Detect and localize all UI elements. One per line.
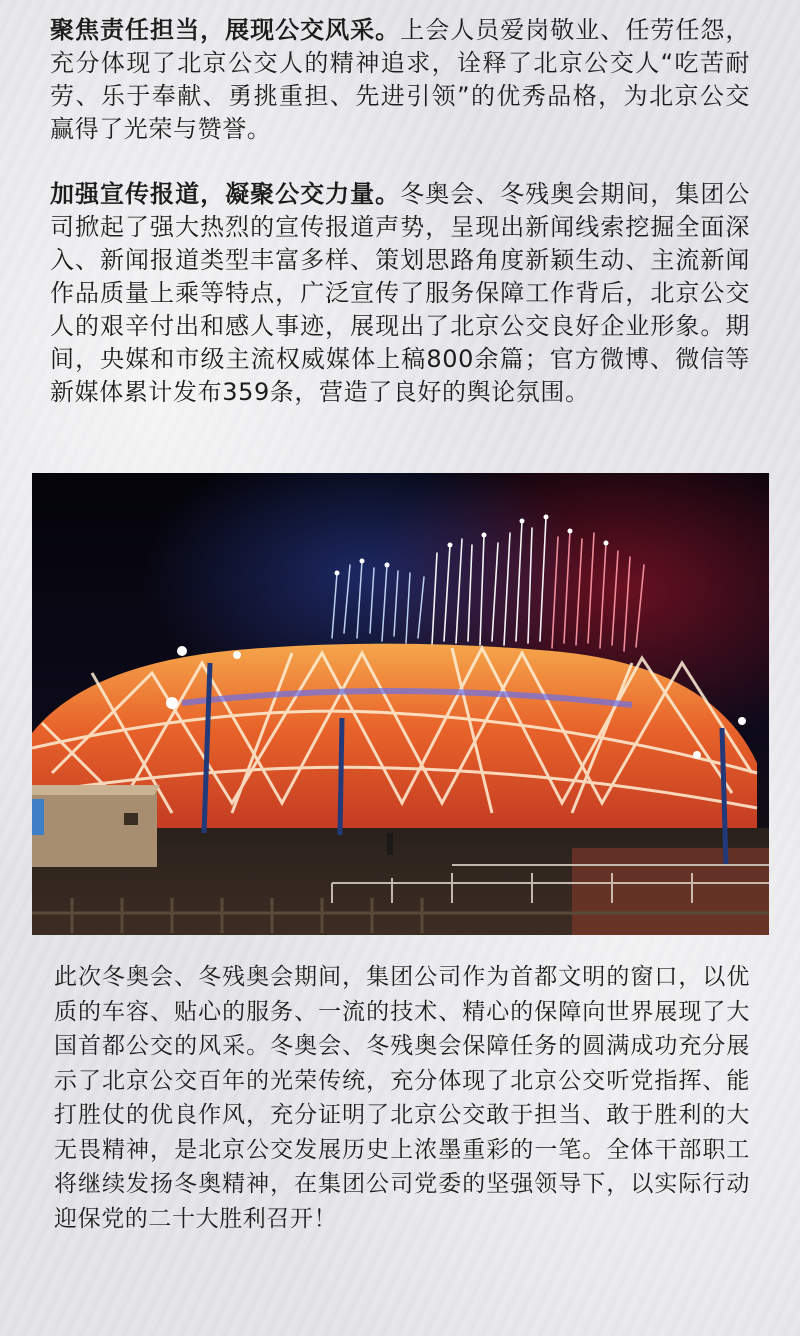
paragraph-lead: 聚焦责任担当，展现公交风采。 [50,16,401,44]
paragraph-body: 此次冬奥会、冬残奥会期间，集团公司作为首都文明的窗口，以优质的车容、贴心的服务、一流的技术、精心的保障向世界展现了大国首都公交的风采。冬奥会、冬残奥会保障任务的圆满成功充分展示了北京公交百年的光荣传统，充分体现了北京公交听党指挥、能打胜仗的优良作风，充分证明了北京公交敢于担当、敢于胜利的大无畏精神，是北京公交发展历史上浓墨重彩的一笔。全体干部职工将继续发扬冬奥精神，在集团公司党委的坚强领导下，以实际行动迎保党的二十大胜利召开！ [54,964,750,1232]
paragraph-lead: 加强宣传报道，凝聚公交力量。 [50,180,401,208]
paragraph-focus-responsibility [50,14,750,146]
paragraph-publicity-report [50,178,750,409]
paragraph-body: 冬奥会、冬残奥会期间，集团公司掀起了强大热烈的宣传报道声势，呈现出新闻线索挖掘全面深入、新闻报道类型丰富多样、策划思路角度新颖生动、主流新闻作品质量上乘等特点，广泛宣传了服务保障工作背后，北京公交人的艰辛付出和感人事迹，展现出了北京公交良好企业形象。期间，央媒和市级主流权威媒体上稿800余篇；官方微博、微信等新媒体累计发布359条，营造了良好的舆论氛围。 [50,180,750,406]
paragraph-conclusion [54,960,750,1236]
paragraph-body: 上会人员爱岗敬业、任劳任怨，充分体现了北京公交人的精神追求，诠释了北京公交人“吃苦耐劳、乐于奉献、勇挑重担、先进引领”的优秀品格，为北京公交赢得了光荣与赞誉。 [50,16,750,143]
birds-nest-fireworks-photo [32,473,769,935]
